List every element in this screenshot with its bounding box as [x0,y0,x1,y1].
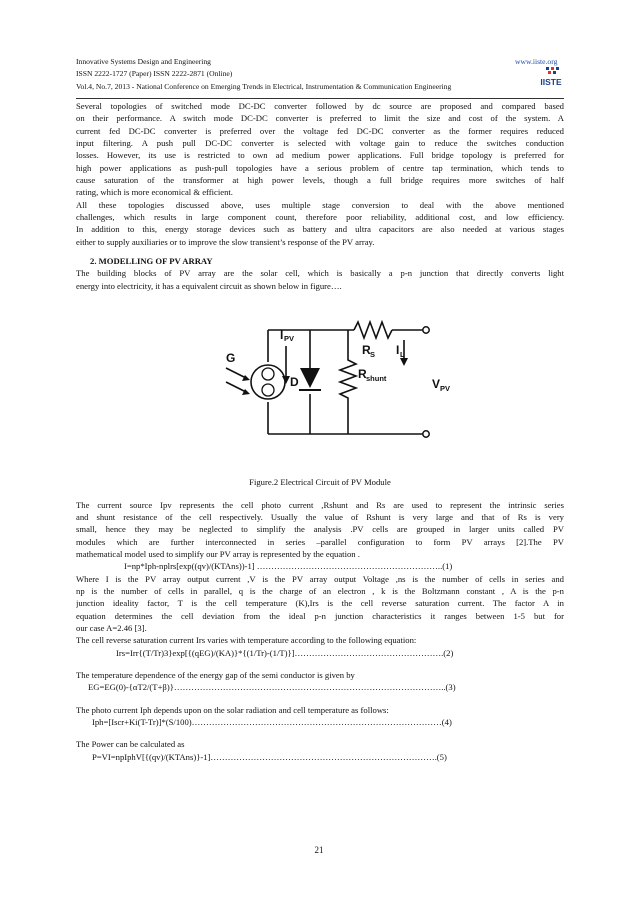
text-line: input filtering. A push pull DC-DC converter is selected with voltage gain to reduce the switches conduction [76,138,564,149]
text-line: on their performance. A switch mode DC-DC converter is preferred to limit the size and cost of the system. A [76,113,564,124]
text-line: either to supply auxiliaries or to improve the slow transient’s response of the PV array. [76,236,375,247]
paragraph-challenges [76,199,564,248]
text-line: our case A=2.46 [3]. [76,622,147,633]
text-line: energy into electricity, it has a equivalent circuit as shown below in figure…. [76,280,342,291]
text-line: and shunt resistance of the cell respectively. Usually the value of Rshunt is very large and that of Rs is very [76,511,564,522]
equation-1: I=np*Iph-nplrs[exp((qv)/(KTAns))-1] ………………………………………………………..(1) [124,561,453,572]
current-source-icon [251,365,285,399]
text-line: Several topologies of switched mode DC-DC converter followed by dc source are proposed and compared based [76,101,564,111]
ipv-arrowhead [282,376,290,384]
page-number: 21 [314,845,324,855]
equation-5: P=VI=npIphV[{(qv)/(KTAns)}-1]…………………………………………………………………….(5) [92,751,447,762]
paragraph-building-blocks [76,267,564,292]
text-line: In addition to this, energy storage devices such as battery and ultra capacitors are also needed at various stages [76,224,564,235]
text-line: high power applications as push-pull topologies have a serious problem of centre tap termination, which tends to [76,162,564,173]
rshunt-label-sub: shunt [366,374,387,384]
journal-website-link[interactable]: www.iiste.org [515,57,558,66]
issn-line: ISSN 2222-1727 (Paper) ISSN 2222-2871 (Online) [76,69,233,78]
text-line: cause saturation of the transformer at high power levels, though a full bridge requires more switches of half [76,175,564,186]
paragraph-saturation-current: The cell reverse saturation current Irs varies with temperature according to the following equation: [76,635,417,646]
irradiance-label: G [226,351,236,366]
paragraph-energy-gap: The temperature dependence of the energy gap of the semi conductor is given by [76,669,355,680]
text-line: Where I is the PV array output current ,V is the PV array output Voltage ,ns is the number of cells in series and [76,573,564,584]
diode-label: D [290,375,299,390]
equation-3: EG=EG(0)-{αT2/(T+β)}…………………………………………………………………………………..(3) [88,682,456,693]
section-heading: 2. MODELLING OF PV ARRAY [90,256,213,267]
text-line: np is the number of cells in parallel, q is the charge of an electron , k is the Boltzmann constant , A is the p-n [76,585,564,596]
equation-2: Irs=Irr{(T/Tr)3}exp[{(qEG)/(KA)}*{(1/Tr)-(1/T)}]…………………………………………….(2) [116,647,454,658]
logo-text: IISTE [540,77,562,87]
figure-caption: Figure.2 Electrical Circuit of PV Module [249,477,391,488]
text-line: losses. However, its use is restricted to own ad medium power applications. Full bridge topology is preferred for [76,150,564,161]
paragraph-power: The Power can be calculated as [76,739,185,750]
il-label-sub: L [400,350,405,360]
pv-equivalent-circuit-diagram [196,302,466,472]
header-divider [76,98,564,99]
text-line: All these topologies discussed above, uses multiple stage conversion to deal with the above mentioned [76,199,564,210]
volume-line: Vol.4, No.7, 2013 - National Conference on Emerging Trends in Electrical, Instrumentation & Communication Engineering [76,82,452,91]
ipv-label: I [280,328,284,343]
text-line: challenges, which results in large component count, therefore poor reliability, additional cost, and low efficiency. [76,212,564,223]
text-line: equation determines the cell deviation from the ideal p-n junction characteristics it ranges between 1-5 but for [76,610,564,621]
paragraph-photo-current: The photo current Iph depends upon on the solar radiation and cell temperature as follows: [76,704,389,715]
ipv-label-sub: PV [284,334,295,344]
rs-label: R [362,343,371,358]
paragraph-variables [76,573,564,635]
positive-terminal [423,327,429,333]
il-arrowhead [400,358,408,366]
equation-4: Iph=[Iscr+Ki(T-Tr)]*(S/100)……………………………………………………………………………(4) [92,717,452,727]
iiste-logo-icon [538,66,564,88]
paragraph-current-source [76,499,564,561]
journal-name: Innovative Systems Design and Engineering [76,57,211,66]
text-line: small, hence they may be neglected to simplify the analysis .PV cells are grouped in larger units called PV [76,524,564,535]
text-line: The building blocks of PV array are the solar cell, which is basically a p-n junction that directly converts light [76,268,564,279]
negative-terminal [423,431,429,437]
current-source-circles [262,368,274,396]
text-line: mathematical model used to simplify our PV array is represented by the equation . [76,548,360,559]
main-text [76,100,564,763]
diode-icon [300,368,320,388]
rs-label-sub: S [370,350,376,360]
paragraph-topologies [76,100,564,199]
text-line: rating, which is more economical & efficient. [76,187,233,198]
text-line: modules which are further interconnected in series –parallel configuration to form PV arrays [2].The PV [76,536,564,547]
text-line: junction ideality factor, T is the cell temperature (K),Irs is the cell reverse saturation current. The factor A in [76,598,564,609]
shunt-resistor-icon [340,330,356,434]
text-line: The current source Ipv represents the cell photo current ,Rshunt and Rs are used to represent the intrinsic series [76,499,564,510]
vpv-label-sub: PV [440,384,451,394]
vpv-label: V [432,377,441,392]
series-resistor-icon [354,322,392,338]
il-label: I [396,343,400,358]
rshunt-label: R [358,367,367,382]
text-line: current fed DC-DC converter is preferred over the voltage fed DC-DC converter as the former requires reduced [76,125,564,136]
